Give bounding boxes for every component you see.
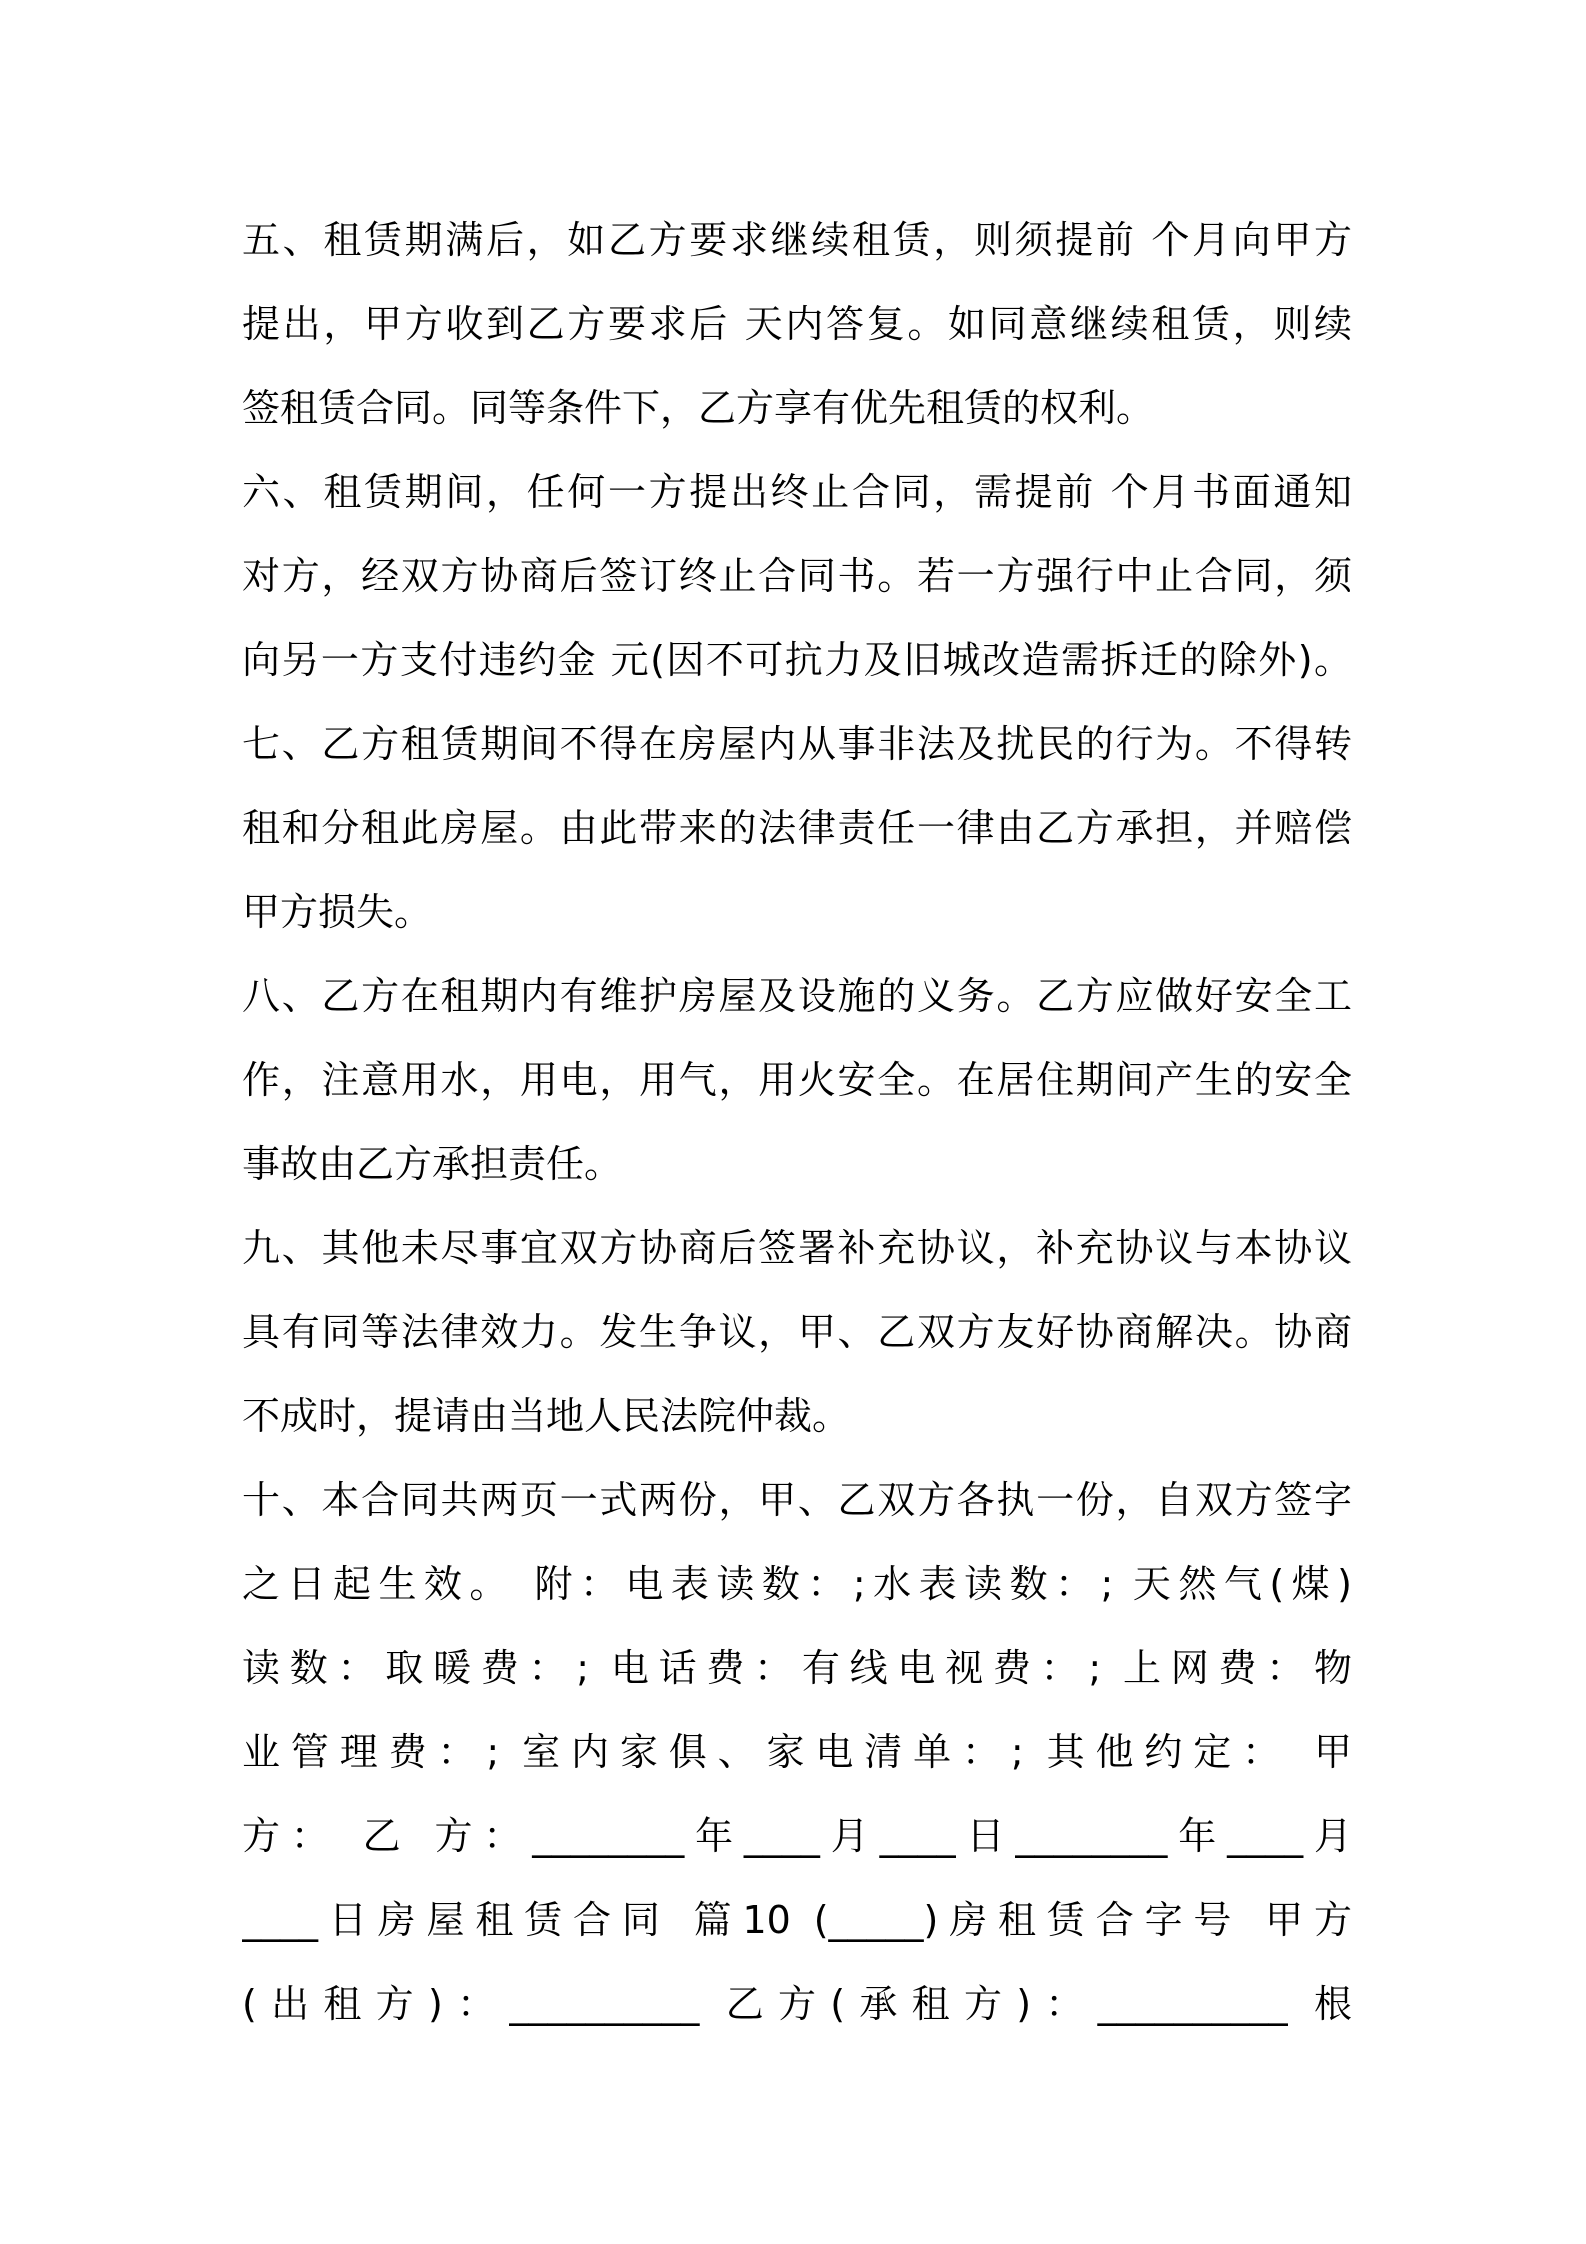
text-line: 具有同等法律效力。发生争议，甲、乙双方友好协商解决。协商: [242, 1310, 1352, 1354]
text-line: 对方，经双方协商后签订终止合同书。若一方强行中止合同，须: [242, 554, 1352, 598]
text-line: 七、乙方租赁期间不得在房屋内从事非法及扰民的行为。不得转: [242, 722, 1352, 766]
text-line: 租和分租此房屋。由此带来的法律责任一律由乙方承担，并赔偿: [242, 806, 1352, 850]
text-line: 不成时，提请由当地人民法院仲裁。: [242, 1394, 851, 1438]
text-line: 甲方损失。: [242, 890, 433, 934]
text-line: 业管理费：; 室内家俱、家电清单：; 其他约定： 甲: [242, 1730, 1352, 1774]
text-line: 签租赁合同。同等条件下，乙方享有优先租赁的权利。: [242, 386, 1155, 430]
text-line: 读数：取暖费：; 电话费：有线电视费：; 上网费：物: [242, 1646, 1352, 1690]
text-line: 之日起生效。 附：电表读数：;水表读数：; 天然气(煤): [242, 1562, 1352, 1606]
text-line: 五、租赁期满后，如乙方要求继续租赁，则须提前 个月向甲方: [242, 218, 1352, 262]
text-line: 八、乙方在租期内有维护房屋及设施的义务。乙方应做好安全工: [242, 974, 1352, 1018]
text-line: 方： 乙 方：________年____月____日________年____月: [242, 1814, 1352, 1858]
text-line: 十、本合同共两页一式两份，甲、乙双方各执一份，自双方签字: [242, 1478, 1352, 1522]
text-line: 事故由乙方承担责任。: [242, 1142, 623, 1186]
text-line: 九、其他未尽事宜双方协商后签署补充协议，补充协议与本协议: [242, 1226, 1352, 1270]
text-line: (出租方)：__________ 乙方(承租方)：__________ 根: [242, 1982, 1352, 2026]
contract-text: [242, 198, 1352, 2046]
text-line: 向另一方支付违约金 元(因不可抗力及旧城改造需拆迁的除外)。: [242, 638, 1352, 682]
text-line: ____日房屋租赁合同 篇10 (_____)房租赁合字号 甲方: [242, 1898, 1352, 1942]
text-line: 提出，甲方收到乙方要求后 天内答复。如同意继续租赁，则续: [242, 302, 1352, 346]
text-line: 六、租赁期间，任何一方提出终止合同，需提前 个月书面通知: [242, 470, 1352, 514]
text-line: 作，注意用水，用电，用气，用火安全。在居住期间产生的安全: [242, 1058, 1352, 1102]
